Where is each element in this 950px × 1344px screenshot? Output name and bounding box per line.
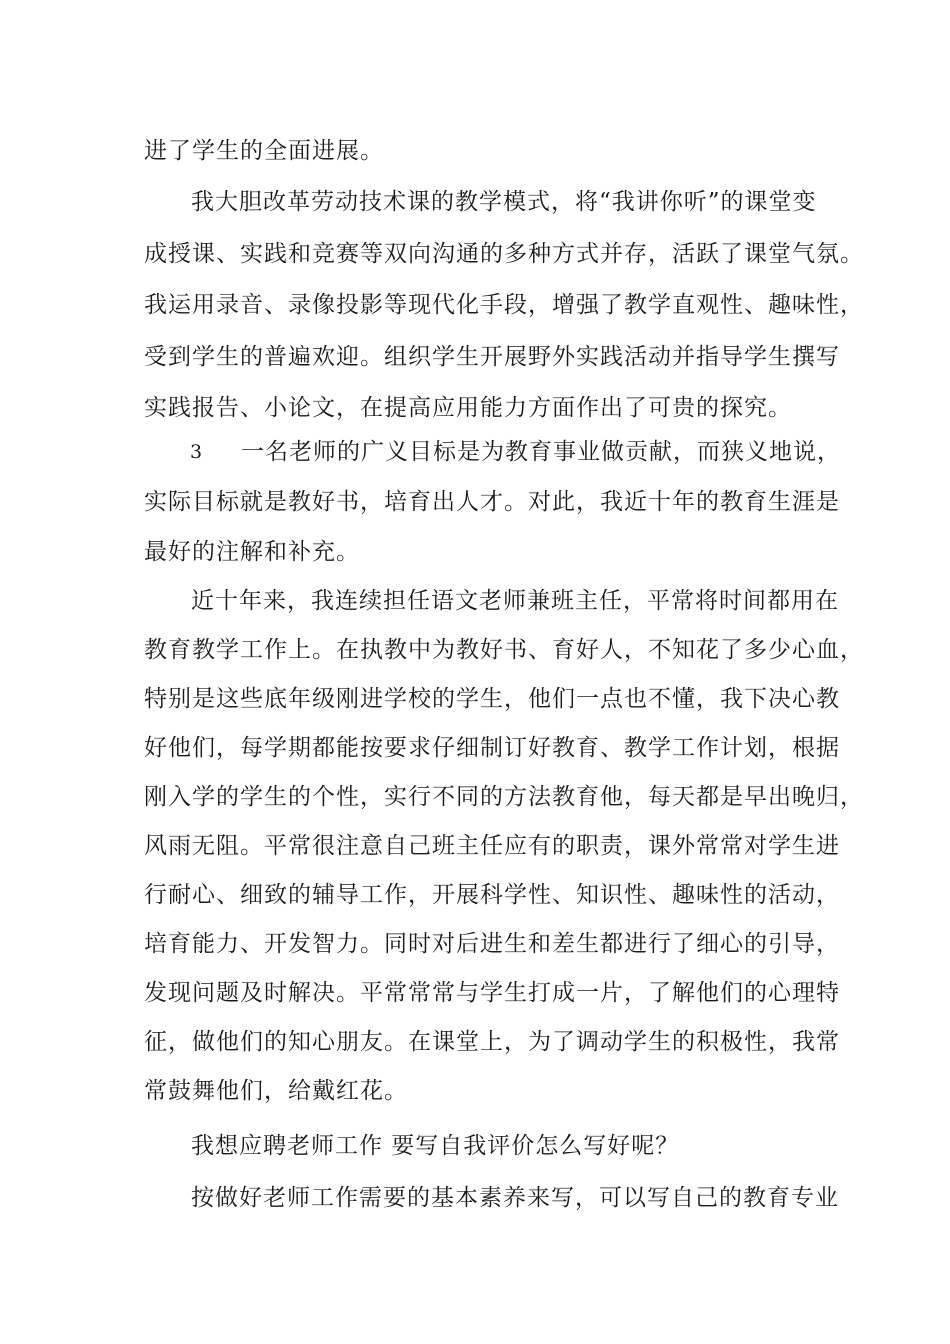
paragraph-2-line-1: 一名老师的广义目标是为教育事业做贡献，而狭义地说， — [241, 439, 841, 465]
paragraph-3-line-7: 行耐心、细致的辅导工作，开展科学性、知识性、趣味性的活动， — [144, 882, 840, 908]
paragraph-3-line-2: 教育教学工作上。在执教中为教好书、育好人，不知花了多少心血， — [144, 637, 864, 663]
paragraph-3-line-3: 特别是这些底年级刚进学校的学生，他们一点也不懂，我下决心教 — [144, 686, 840, 712]
paragraph-3-line-4: 好他们，每学期都能按要求仔细制订好教育、教学工作计划，根据 — [144, 735, 840, 761]
paragraph-3-line-9: 发现问题及时解决。平常常常与学生打成一片，了解他们的心理特 — [144, 980, 840, 1006]
section-number: 3 — [190, 441, 203, 463]
paragraph-1-line-5: 实践报告、小论文，在提高应用能力方面作出了可贵的探究。 — [144, 395, 792, 421]
paragraph-1-line-4: 受到学生的普遍欢迎。组织学生开展野外实践活动并指导学生撰写 — [144, 344, 840, 370]
paragraph-3-line-5: 刚入学的学生的个性，实行不同的方法教育他，每天都是早出晚归， — [144, 784, 864, 810]
paragraph-3-line-11: 常鼓舞他们，给戴红花。 — [144, 1078, 408, 1104]
question-heading: 我想应聘老师工作 要写自我评价怎么写好呢？ — [191, 1133, 680, 1159]
paragraph-2-line-3: 最好的注解和补充。 — [144, 539, 360, 565]
answer-line-1: 按做好老师工作需要的基本素养来写，可以写自己的教育专业 — [191, 1185, 839, 1211]
paragraph-1-line-2: 成授课、实践和竞赛等双向沟通的多种方式并存，活跃了课堂气氛。 — [144, 241, 864, 267]
paragraph-2-line-2: 实际目标就是教好书，培育出人才。对此，我近十年的教育生涯是 — [144, 489, 840, 515]
paragraph-1-line-1: 我大胆改革劳动技术课的教学模式，将“我讲你听”的课堂变 — [191, 189, 817, 215]
paragraph-3-line-6: 风雨无阻。平常很注意自己班主任应有的职责，课外常常对学生进 — [144, 833, 840, 859]
text-line-1: 进了学生的全面进展。 — [144, 138, 384, 164]
paragraph-3-line-8: 培育能力、开发智力。同时对后进生和差生都进行了细心的引导， — [144, 931, 840, 957]
paragraph-1-line-3: 我运用录音、录像投影等现代化手段，增强了教学直观性、趣味性， — [144, 292, 864, 318]
paragraph-3-line-10: 征，做他们的知心朋友。在课堂上，为了调动学生的积极性，我常 — [144, 1029, 840, 1055]
paragraph-3-line-1: 近十年来，我连续担任语文老师兼班主任，平常将时间都用在 — [191, 588, 839, 614]
